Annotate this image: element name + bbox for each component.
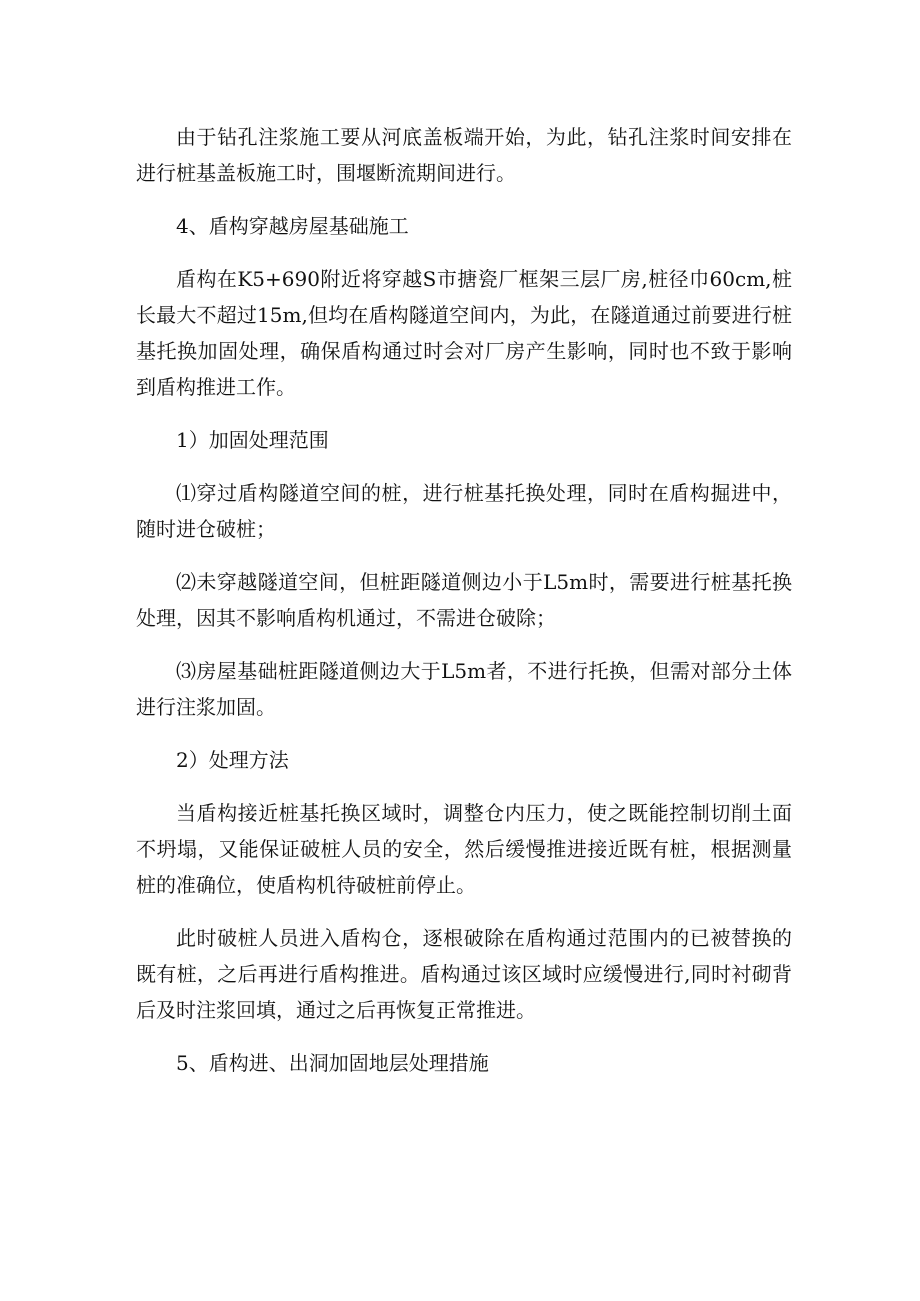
paragraph-approach: 当盾构接近桩基托换区域时，调整仓内压力，使之既能控制切削土面不坍塌，又能保证破桩人员的安全，然后缓慢推进接近既有桩，根据测量桩的准确位，使盾构机待破桩前停止。	[136, 801, 792, 897]
paragraph-shield-crossing: 盾构在K5+690附近将穿越S市搪瓷厂框架三层厂房,桩径巾60cm,桩长最大不超过15m,但均在盾构隧道空间内，为此，在隧道通过前要进行桩基托换加固处理，确保盾构通过时会对厂房产生影响，同时也不致于影响到盾构推进工作。	[136, 267, 792, 399]
subheading-reinforcement-scope: 1）加固处理范围	[176, 428, 329, 452]
list-item-3: ⑶房屋基础桩距隧道侧边大于L5m者，不进行托换，但需对部分土体进行注浆加固。	[136, 659, 792, 719]
paragraph-pile-breaking: 此时破桩人员进入盾构仓，逐根破除在盾构通过范围内的已被替换的既有桩，之后再进行盾构推进。盾构通过该区域时应缓慢进行,同时衬砌背后及时注浆回填，通过之后再恢复正常推进。	[136, 926, 792, 1022]
section-heading-5: 5、盾构进、出洞加固地层处理措施	[176, 1051, 489, 1075]
paragraph-grouting-schedule: 由于钻孔注浆施工要从河底盖板端开始，为此，钻孔注浆时间安排在进行桩基盖板施工时，围堰断流期间进行。	[136, 125, 792, 185]
subheading-treatment-method: 2）处理方法	[176, 748, 289, 772]
document-body	[136, 119, 792, 1098]
list-item-1: ⑴穿过盾构隧道空间的桩，进行桩基托换处理，同时在盾构掘进中，随时进仓破桩；	[136, 481, 792, 541]
list-item-2: ⑵未穿越隧道空间，但桩距隧道侧边小于L5m时，需要进行桩基托换处理，因其不影响盾构机通过，不需进仓破除；	[136, 570, 792, 630]
section-heading-4: 4、盾构穿越房屋基础施工	[176, 214, 409, 238]
